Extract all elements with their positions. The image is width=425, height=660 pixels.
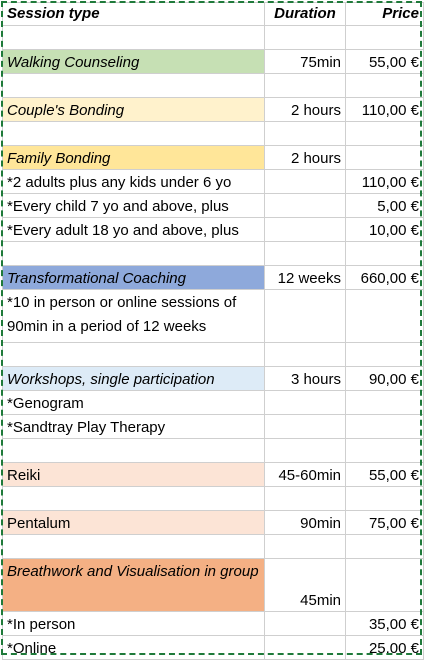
session-price: 660,00 € [346,266,424,290]
table-row [3,218,424,242]
table-row [3,636,424,660]
price-table [2,2,424,660]
session-name: Pentalum [3,511,265,535]
table-row [3,170,424,194]
table-row [3,290,424,343]
session-duration: 90min [265,511,346,535]
header-price: Price [346,3,424,26]
session-price: 90,00 € [346,367,424,391]
session-name: Workshops, single participation [3,367,265,391]
spacer-row [3,242,424,266]
session-duration: 2 hours [265,146,346,170]
session-price: 55,00 € [346,50,424,74]
session-detail: *Every child 7 yo and above, plus [3,194,265,218]
session-price: 25,00 € [346,636,424,660]
session-detail: *Online [3,636,265,660]
header-duration: Duration [265,3,346,26]
spacer-row [3,439,424,463]
table-row [3,146,424,170]
table-row [3,98,424,122]
table-row [3,415,424,439]
session-price: 10,00 € [346,218,424,242]
session-price: 110,00 € [346,98,424,122]
session-name: Couple's Bonding [3,98,265,122]
table-row [3,612,424,636]
table-row [3,463,424,487]
spacer-row [3,26,424,50]
session-name: Family Bonding [3,146,265,170]
session-price: 110,00 € [346,170,424,194]
spacer-row [3,122,424,146]
table-row [3,391,424,415]
session-price: 75,00 € [346,511,424,535]
session-duration: 45-60min [265,463,346,487]
table-row [3,367,424,391]
header-row [3,3,424,26]
session-duration: 12 weeks [265,266,346,290]
session-detail: *10 in person or online sessions of 90min in a period of 12 weeks [3,290,265,343]
table-row [3,266,424,290]
session-detail: *Genogram [3,391,265,415]
session-duration: 75min [265,50,346,74]
session-detail: *In person [3,612,265,636]
session-detail: *2 adults plus any kids under 6 yo [3,170,265,194]
session-duration: 2 hours [265,98,346,122]
session-price: 35,00 € [346,612,424,636]
session-detail: *Sandtray Play Therapy [3,415,265,439]
session-price: 5,00 € [346,194,424,218]
session-detail: *Every adult 18 yo and above, plus [3,218,265,242]
session-name: Breathwork and Visualisation in group [3,559,265,612]
header-session-type: Session type [3,3,265,26]
spacer-row [3,487,424,511]
table-row [3,511,424,535]
session-name: Reiki [3,463,265,487]
spacer-row [3,74,424,98]
session-price [346,146,424,170]
table-row [3,50,424,74]
spacer-row [3,343,424,367]
session-duration: 3 hours [265,367,346,391]
session-duration: 45min [265,559,346,612]
session-price: 55,00 € [346,463,424,487]
table-row [3,194,424,218]
spacer-row [3,535,424,559]
session-name: Transformational Coaching [3,266,265,290]
session-name: Walking Counseling [3,50,265,74]
table-row [3,559,424,612]
